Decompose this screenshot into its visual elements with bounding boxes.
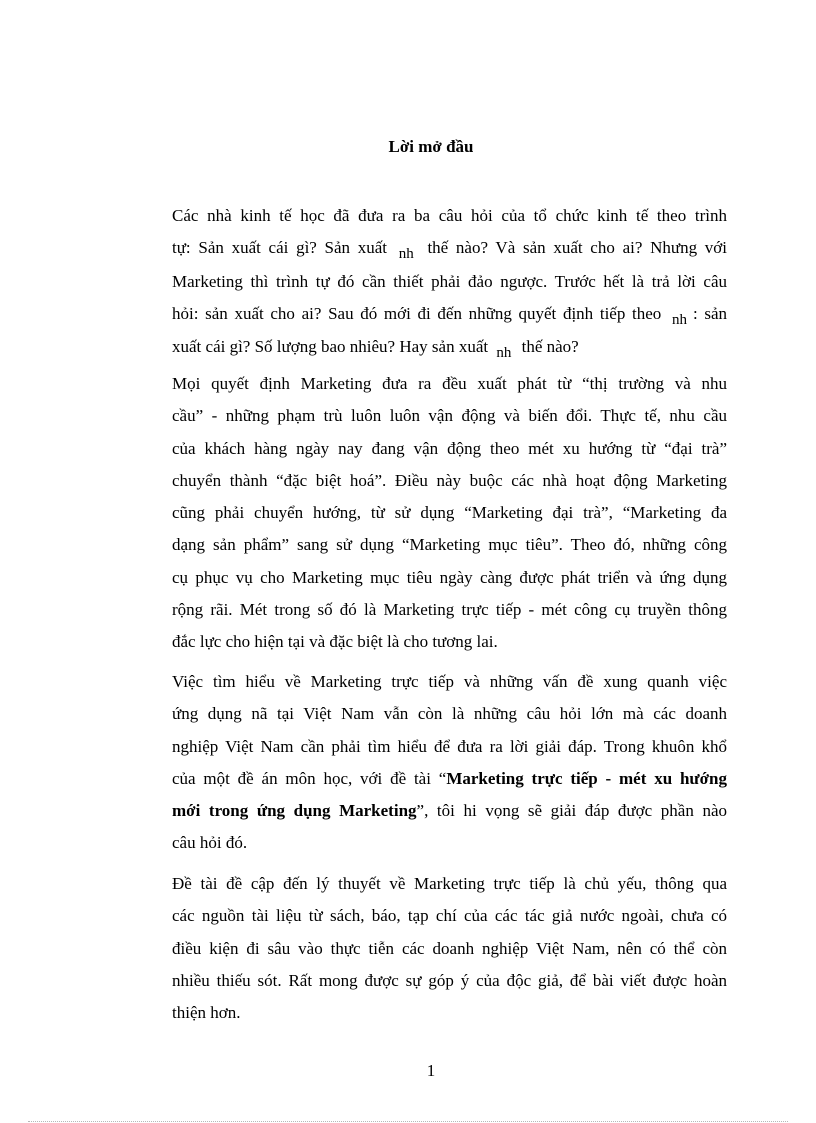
paragraph-line: dạng sản phẩm” sang sử dụng “Marketing mục tiêu”. Theo đó, những công	[172, 535, 727, 555]
paragraph-line: mới trong ứng dụng Marketing”, tôi hi vọng sẽ giải đáp được phần nào	[172, 801, 727, 821]
paragraph-line: nhiều thiếu sót. Rất mong được sự góp ý của độc giả, để bài viết được hoàn	[172, 970, 727, 990]
page-title: Lời mở đầu	[388, 137, 474, 156]
paragraph-line: Marketing thì trình tự đó cần thiết phải đảo ngược. Trước hết là trả lời câu	[172, 271, 727, 291]
paragraph-line: Việc tìm hiểu về Marketing trực tiếp và những vấn đề xung quanh việc	[172, 672, 727, 691]
paragraph-line: câu hỏi đó.	[172, 833, 248, 853]
paragraph-line: tự: Sản xuất cái gì? Sản xuất nh thế nào? Và sản xuất cho ai? Nhưng với	[172, 238, 727, 263]
paragraph-line: rộng rãi. Mét trong số đó là Marketing trực tiếp - mét công cụ truyền thông	[172, 600, 727, 620]
paragraph-line: cũng phải chuyển hướng, từ sử dụng “Marketing đại trà”, “Marketing đa	[172, 503, 727, 523]
paragraph-line: đắc lực cho hiện tại và đặc biệt là cho tương lai.	[172, 632, 498, 652]
paragraph-line: cầu” - những phạm trù luôn luôn vận động và biến đổi. Thực tế, nhu cầu	[172, 406, 727, 426]
paragraph-line: của một đề án môn học, với đề tài “Marketing trực tiếp - mét xu hướng	[172, 768, 727, 788]
paragraph-2	[139, 368, 727, 659]
paragraph-line: xuất cái gì? Số lượng bao nhiêu? Hay sản xuất nh thế nào?	[172, 337, 579, 362]
paragraph-line: cụ phục vụ cho Marketing mục tiêu ngày càng được phát triển và ứng dụng	[172, 567, 727, 587]
topic-title-bold: Marketing trực tiếp - mét xu hướng	[446, 768, 727, 788]
page-number: 1	[426, 1061, 436, 1080]
paragraph-line: chuyển thành “đặc biệt hoá”. Điều này buộc các nhà hoạt động Marketing	[172, 470, 727, 490]
paragraph-line: điều kiện đi sâu vào thực tiễn các doanh nghiệp Việt Nam, nên có thể còn	[172, 938, 727, 958]
paragraph-line: hỏi: sản xuất cho ai? Sau đó mới đi đến những quyết định tiếp theo nh : sản	[172, 303, 728, 328]
paragraph-line: Các nhà kinh tế học đã đưa ra ba câu hỏi của tổ chức kinh tế theo trình	[172, 206, 727, 225]
page-bottom-divider	[28, 1121, 788, 1122]
paragraph-1	[139, 200, 727, 364]
paragraph-line: Đề tài đề cập đến lý thuyết về Marketing trực tiếp là chủ yếu, thông qua	[172, 874, 727, 893]
paragraph-line: các nguồn tài liệu từ sách, báo, tạp chí của các tác giả nước ngoài, chưa có	[172, 906, 727, 926]
paragraph-line: ứng dụng nã tại Việt Nam vẫn còn là những câu hỏi lớn mà các doanh	[172, 704, 727, 724]
paragraph-line: Mọi quyết định Marketing đưa ra đều xuất phát từ “thị trường và nhu	[172, 374, 727, 393]
topic-title-bold: mới trong ứng dụng Marketing	[172, 801, 417, 821]
paragraph-4	[139, 868, 727, 1029]
paragraph-3	[139, 666, 727, 860]
paragraph-line: nghiệp Việt Nam cần phải tìm hiểu để đưa ra lời giải đáp. Trong khuôn khổ	[172, 736, 727, 756]
paragraph-line: thiện hơn.	[172, 1003, 241, 1023]
paragraph-line: của khách hàng ngày nay đang vận động theo mét xu hướng từ “đại trà”	[172, 438, 727, 458]
